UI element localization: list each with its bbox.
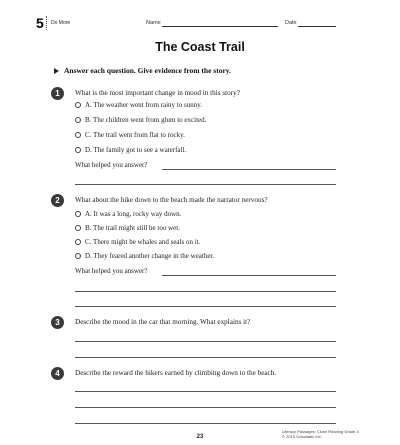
- answer-choice-1d[interactable]: [75, 145, 186, 155]
- date-field[interactable]: [298, 26, 336, 27]
- answer-line[interactable]: [75, 306, 336, 307]
- answer-line[interactable]: [75, 423, 336, 424]
- page-title: The Coast Trail: [155, 40, 245, 54]
- answer-choice-1b[interactable]: [75, 115, 206, 125]
- question-number-2: 2: [51, 194, 64, 207]
- question-text-1: What is the most important change in mood in this story?: [75, 89, 240, 97]
- instructions: Answer each question. Give evidence from the story.: [64, 66, 231, 75]
- question-number-4: 4: [51, 367, 64, 380]
- radio-circle-icon[interactable]: [75, 147, 81, 153]
- helped-label-2: What helped you answer?: [75, 267, 148, 275]
- radio-circle-icon[interactable]: [75, 132, 81, 138]
- answer-line[interactable]: [75, 407, 336, 408]
- radio-circle-icon[interactable]: [75, 211, 81, 217]
- answer-line[interactable]: [75, 341, 336, 342]
- radio-circle-icon[interactable]: [75, 253, 81, 259]
- helped-label-1: What helped you answer?: [75, 161, 148, 169]
- radio-circle-icon[interactable]: [75, 225, 81, 231]
- choice-label: D. They feared another change in the weather.: [85, 252, 215, 260]
- page-number: 23: [196, 434, 204, 440]
- question-text-2: What about the hike down to the beach made the narrator nervous?: [75, 196, 268, 204]
- credit-line: Literacy Passages: Close Reading Grade 3: [282, 429, 359, 434]
- choice-label: A. It was a long, rocky way down.: [85, 210, 182, 218]
- question-text-3: Describe the mood in the car that morning. What explains it?: [75, 318, 251, 326]
- name-field[interactable]: [162, 26, 278, 27]
- question-text-4: Describe the reward the hikers earned by climbing down to the beach.: [75, 369, 277, 377]
- date-label: Date: [285, 20, 297, 26]
- answer-line[interactable]: [75, 291, 336, 292]
- question-number-1: 1: [51, 87, 64, 100]
- copyright-credit: [282, 429, 359, 439]
- choice-label: B. The trail might still be too wet.: [85, 224, 180, 232]
- choice-label: C. There might be whales and seals on it.: [85, 238, 201, 246]
- answer-line[interactable]: [162, 275, 336, 276]
- answer-choice-2a[interactable]: [75, 209, 181, 219]
- radio-circle-icon[interactable]: [75, 239, 81, 245]
- unit-divider: [46, 16, 48, 30]
- credit-line: © 2015 Scholastic Inc.: [282, 434, 322, 439]
- unit-number: 5: [36, 15, 44, 31]
- choice-label: D. The family got to see a waterfall.: [85, 146, 187, 154]
- radio-circle-icon[interactable]: [75, 117, 81, 123]
- answer-choice-2c[interactable]: [75, 237, 200, 247]
- answer-choice-2d[interactable]: [75, 251, 214, 261]
- answer-line[interactable]: [162, 169, 336, 170]
- choice-label: A. The weather went from rainy to sunny.: [85, 101, 203, 109]
- answer-choice-1a[interactable]: [75, 100, 202, 110]
- name-label: Name: [146, 20, 161, 26]
- choice-label: B. The children went from glum to excited.: [85, 116, 207, 124]
- answer-choice-1c[interactable]: [75, 130, 185, 140]
- choice-label: C. The trail went from flat to rocky.: [85, 131, 185, 139]
- radio-circle-icon[interactable]: [75, 102, 81, 108]
- answer-line[interactable]: [75, 357, 336, 358]
- answer-line[interactable]: [75, 184, 336, 185]
- question-number-3: 3: [51, 316, 64, 329]
- arrow-icon: [54, 68, 59, 74]
- unit-label: Do More: [51, 20, 71, 26]
- answer-choice-2b[interactable]: [75, 223, 180, 233]
- answer-line[interactable]: [75, 391, 336, 392]
